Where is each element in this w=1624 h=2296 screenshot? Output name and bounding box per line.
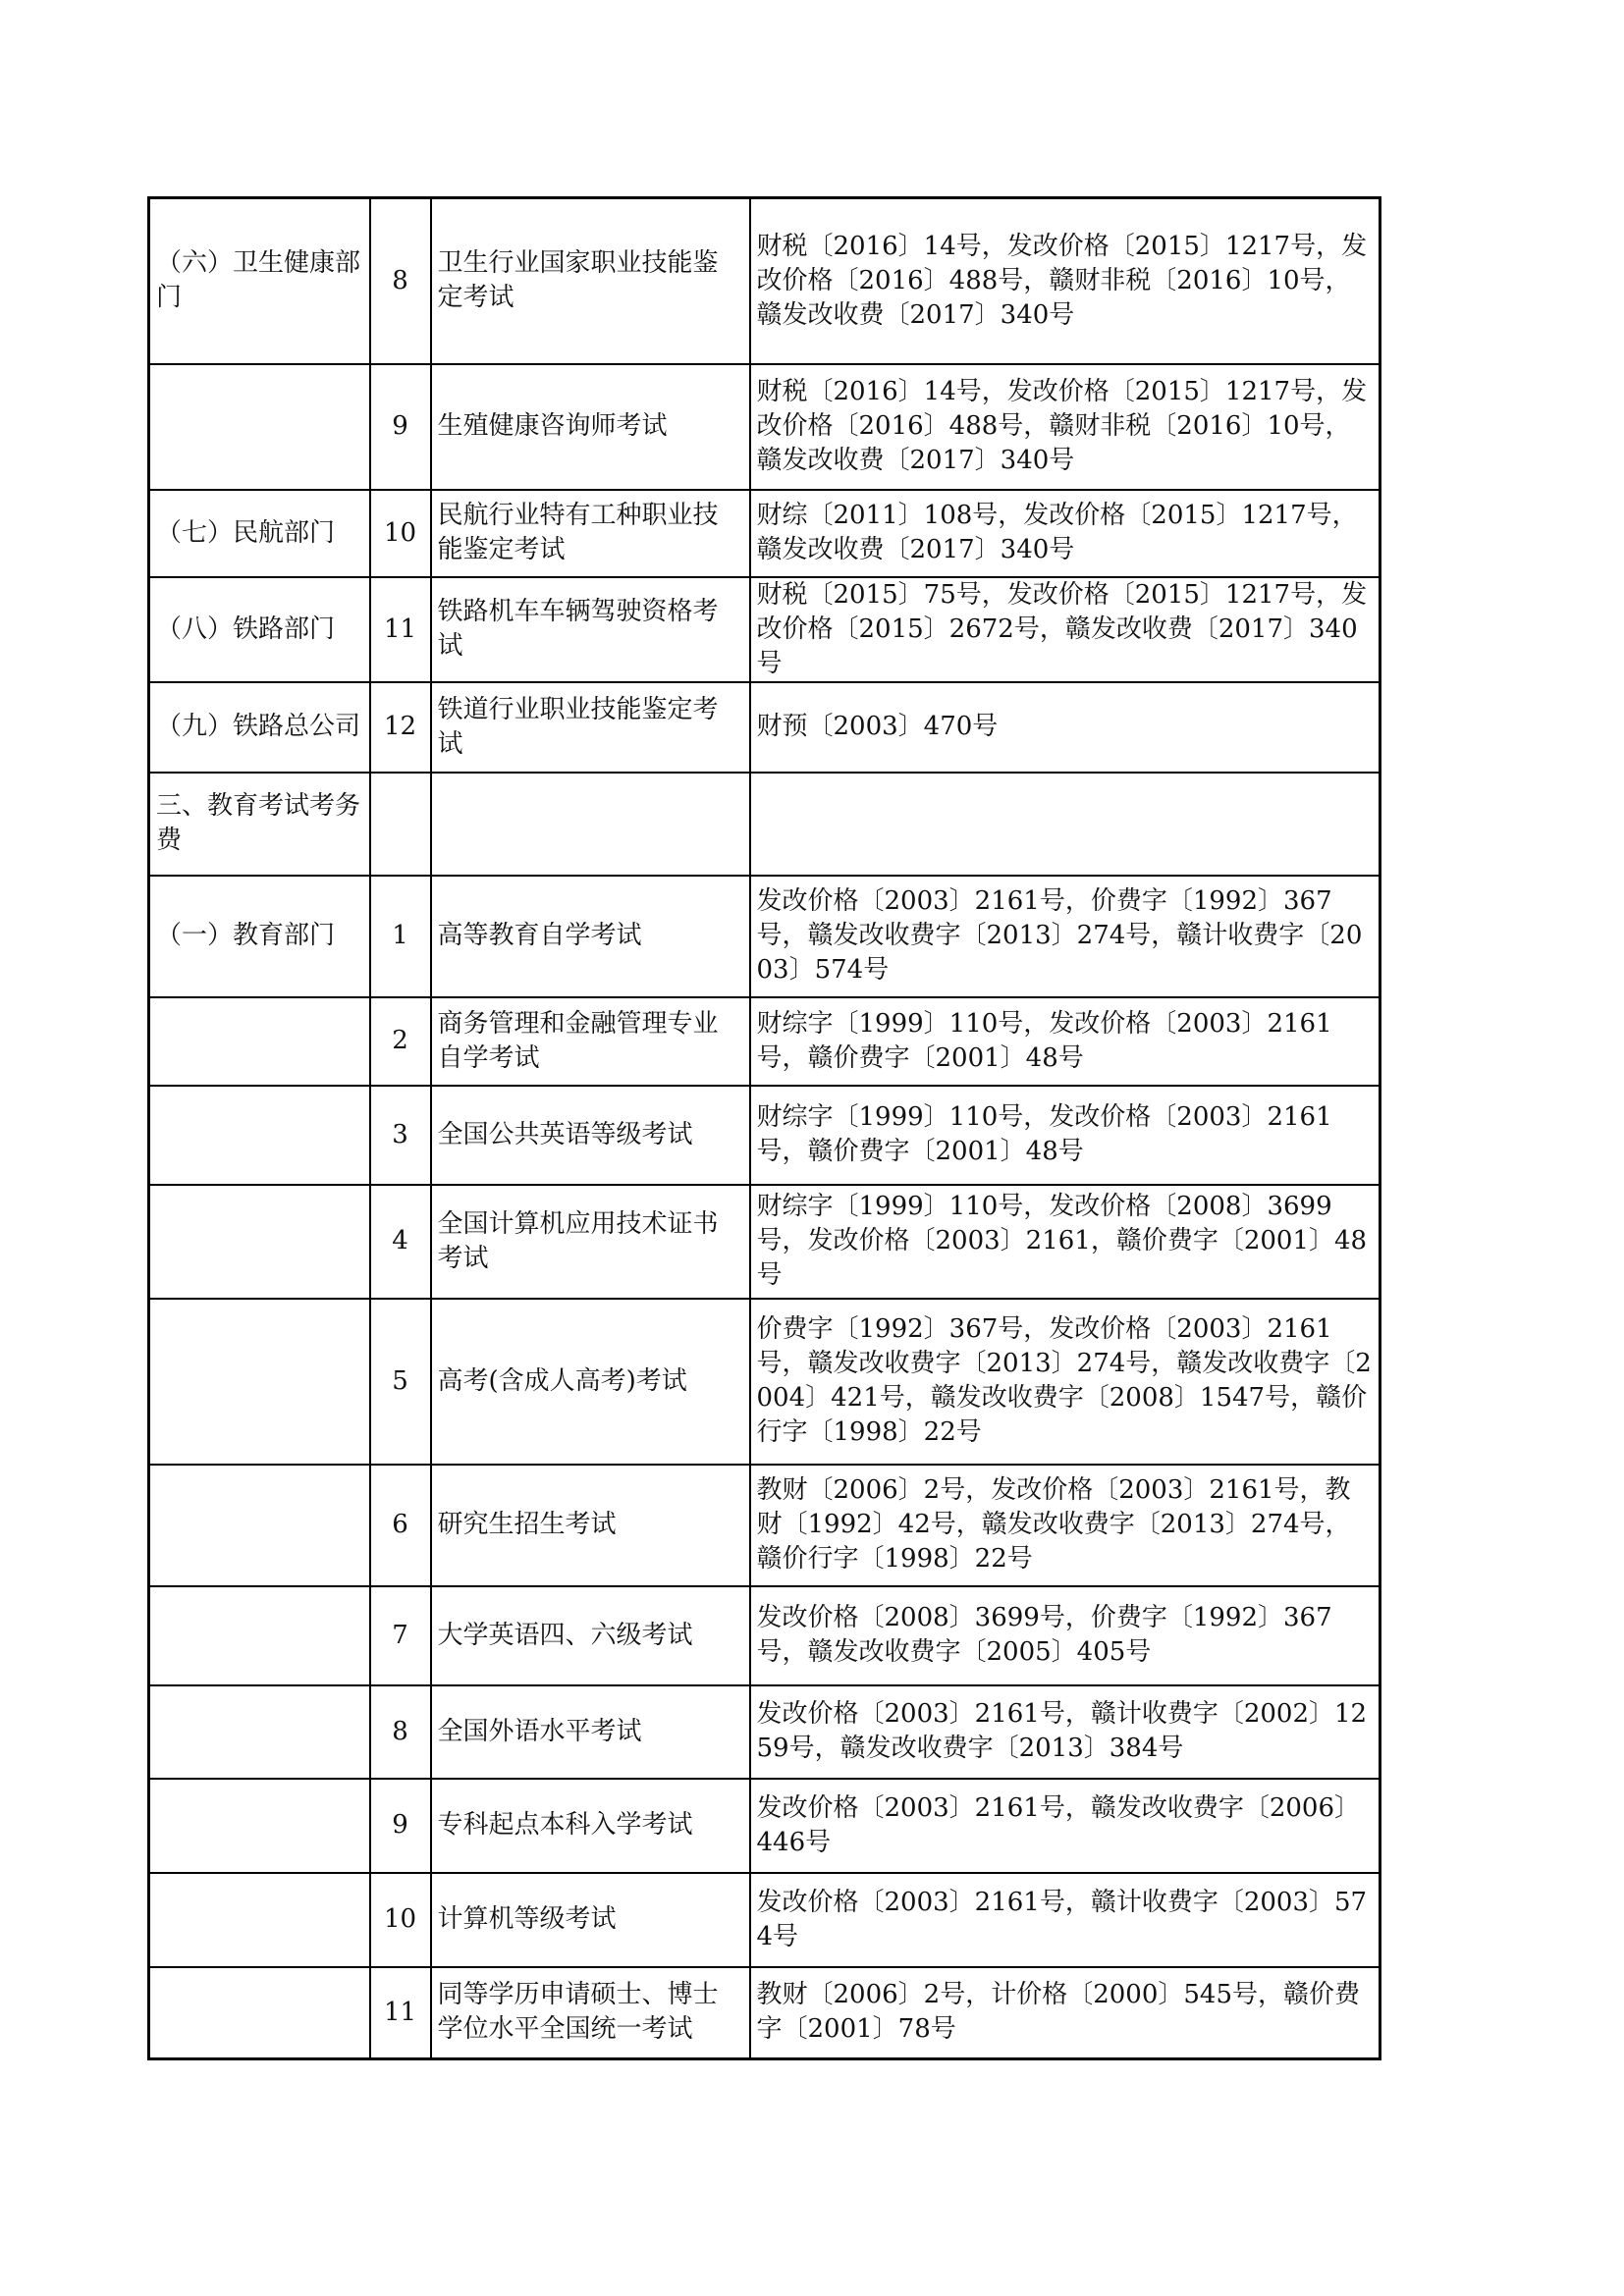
exam-name-cell: 计算机等级考试: [431, 1873, 750, 1967]
exam-name-cell: 同等学历申请硕士、博士学位水平全国统一考试: [431, 1967, 750, 2059]
table-row: [149, 1586, 1380, 1685]
fee-table: [147, 196, 1381, 2060]
exam-name-cell: 研究生招生考试: [431, 1465, 750, 1586]
number-cell: 10: [370, 1873, 431, 1967]
exam-name-cell: 铁路机车车辆驾驶资格考试: [431, 577, 750, 682]
exam-name-cell: 大学英语四、六级考试: [431, 1586, 750, 1685]
exam-name-cell: 高等教育自学考试: [431, 876, 750, 997]
exam-name-cell: 全国外语水平考试: [431, 1685, 750, 1779]
basis-cell: 发改价格〔2003〕2161号，价费字〔1992〕367号，赣发改收费字〔2013〕274号，赣计收费字〔2003〕574号: [750, 876, 1380, 997]
basis-cell: 教财〔2006〕2号，计价格〔2000〕545号，赣价费字〔2001〕78号: [750, 1967, 1380, 2059]
exam-name-cell: 民航行业特有工种职业技能鉴定考试: [431, 490, 750, 577]
exam-name-cell: 铁道行业职业技能鉴定考试: [431, 682, 750, 773]
table-row: [149, 198, 1380, 364]
number-cell: 10: [370, 490, 431, 577]
dept-cell: [149, 1967, 370, 2059]
exam-name-cell: 全国计算机应用技术证书考试: [431, 1185, 750, 1299]
basis-cell: 财综字〔1999〕110号，发改价格〔2003〕2161号，赣价费字〔2001〕48号: [750, 997, 1380, 1086]
dept-cell: [149, 1873, 370, 1967]
dept-cell: [149, 1185, 370, 1299]
dept-cell: [149, 1779, 370, 1873]
table-row: [149, 1967, 1380, 2059]
basis-cell: 财综〔2011〕108号，发改价格〔2015〕1217号，赣发改收费〔2017〕340号: [750, 490, 1380, 577]
basis-cell: 价费字〔1992〕367号，发改价格〔2003〕2161号，赣发改收费字〔2013〕274号，赣发改收费字〔2004〕421号，赣发改收费字〔2008〕1547号，赣价行字〔1998〕22号: [750, 1299, 1380, 1465]
exam-name-cell: 专科起点本科入学考试: [431, 1779, 750, 1873]
number-cell: 7: [370, 1586, 431, 1685]
dept-cell: [149, 1086, 370, 1185]
basis-cell: 财预〔2003〕470号: [750, 682, 1380, 773]
table-row: [149, 577, 1380, 682]
exam-name-cell: 卫生行业国家职业技能鉴定考试: [431, 198, 750, 364]
dept-cell: （九）铁路总公司: [149, 682, 370, 773]
table-row: [149, 682, 1380, 773]
dept-cell: [149, 1685, 370, 1779]
number-cell: 4: [370, 1185, 431, 1299]
basis-cell: 发改价格〔2008〕3699号，价费字〔1992〕367号，赣发改收费字〔2005〕405号: [750, 1586, 1380, 1685]
number-cell: 3: [370, 1086, 431, 1185]
number-cell: 12: [370, 682, 431, 773]
exam-name-cell: 生殖健康咨询师考试: [431, 364, 750, 490]
dept-cell: （一）教育部门: [149, 876, 370, 997]
number-cell: 1: [370, 876, 431, 997]
basis-cell: 财综字〔1999〕110号，发改价格〔2003〕2161号，赣价费字〔2001〕48号: [750, 1086, 1380, 1185]
table-row: [149, 876, 1380, 997]
table-row: [149, 997, 1380, 1086]
table-row: [149, 1685, 1380, 1779]
number-cell: 2: [370, 997, 431, 1086]
exam-name-cell: 全国公共英语等级考试: [431, 1086, 750, 1185]
number-cell: 11: [370, 1967, 431, 2059]
basis-cell: 教财〔2006〕2号，发改价格〔2003〕2161号，教财〔1992〕42号，赣发改收费字〔2013〕274号，赣价行字〔1998〕22号: [750, 1465, 1380, 1586]
basis-cell: 财税〔2016〕14号，发改价格〔2015〕1217号，发改价格〔2016〕488号，赣财非税〔2016〕10号，赣发改收费〔2017〕340号: [750, 198, 1380, 364]
basis-cell: 发改价格〔2003〕2161号，赣发改收费字〔2006〕446号: [750, 1779, 1380, 1873]
exam-name-cell: 商务管理和金融管理专业自学考试: [431, 997, 750, 1086]
dept-cell: （八）铁路部门: [149, 577, 370, 682]
number-cell: 8: [370, 1685, 431, 1779]
basis-cell: 发改价格〔2003〕2161号，赣计收费字〔2003〕574号: [750, 1873, 1380, 1967]
basis-cell: 财税〔2015〕75号，发改价格〔2015〕1217号，发改价格〔2015〕2672号，赣发改收费〔2017〕340号: [750, 577, 1380, 682]
table-row: [149, 1779, 1380, 1873]
basis-cell: [750, 773, 1380, 876]
dept-cell: [149, 1586, 370, 1685]
table-row: [149, 1185, 1380, 1299]
exam-name-cell: 高考(含成人高考)考试: [431, 1299, 750, 1465]
dept-cell: [149, 1465, 370, 1586]
table-row: [149, 490, 1380, 577]
number-cell: 6: [370, 1465, 431, 1586]
number-cell: 11: [370, 577, 431, 682]
number-cell: 9: [370, 364, 431, 490]
number-cell: 9: [370, 1779, 431, 1873]
dept-cell: [149, 997, 370, 1086]
table-row: [149, 1299, 1380, 1465]
number-cell: [370, 773, 431, 876]
basis-cell: 财综字〔1999〕110号，发改价格〔2008〕3699号，发改价格〔2003〕2161，赣价费字〔2001〕48号: [750, 1185, 1380, 1299]
table-row: [149, 773, 1380, 876]
table-row: [149, 1086, 1380, 1185]
table-row: [149, 364, 1380, 490]
number-cell: 5: [370, 1299, 431, 1465]
number-cell: 8: [370, 198, 431, 364]
table-row: [149, 1465, 1380, 1586]
section-heading-cell: 三、教育考试考务费: [149, 773, 370, 876]
dept-cell: （六）卫生健康部门: [149, 198, 370, 364]
dept-cell: （七）民航部门: [149, 490, 370, 577]
basis-cell: 财税〔2016〕14号，发改价格〔2015〕1217号，发改价格〔2016〕488号，赣财非税〔2016〕10号，赣发改收费〔2017〕340号: [750, 364, 1380, 490]
dept-cell: [149, 1299, 370, 1465]
table-row: [149, 1873, 1380, 1967]
dept-cell: [149, 364, 370, 490]
exam-name-cell: [431, 773, 750, 876]
basis-cell: 发改价格〔2003〕2161号，赣计收费字〔2002〕1259号，赣发改收费字〔2013〕384号: [750, 1685, 1380, 1779]
